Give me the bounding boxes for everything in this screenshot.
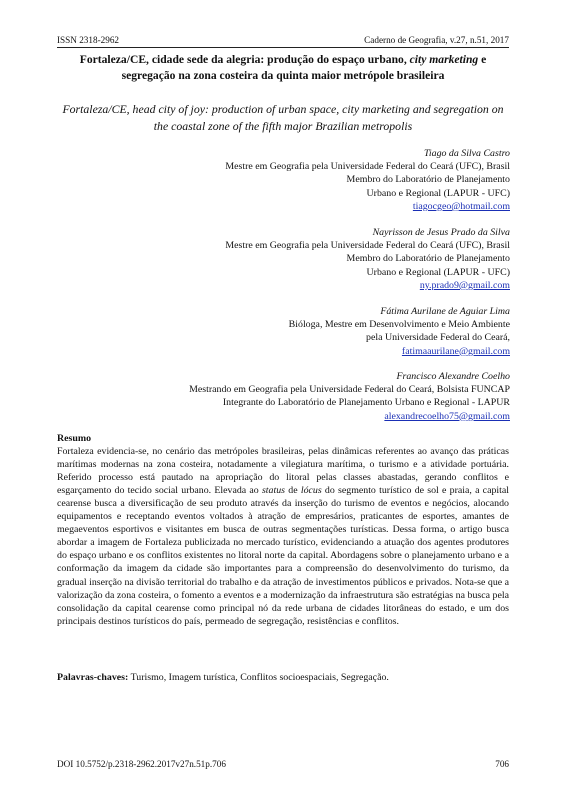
- journal-citation: Caderno de Geografia, v.27, n.51, 2017: [364, 35, 509, 45]
- author-block: [289, 305, 510, 358]
- title-portuguese: Fortaleza/CE, cidade sede da alegria: produção do espaço urbano, city marketing e segregação na zona costeira da quinta maior metrópole brasileira: [79, 53, 487, 82]
- author-affiliation: Urbano e Regional (LAPUR - UFC): [366, 187, 510, 199]
- author-name: Tiago da Silva Castro: [423, 148, 510, 159]
- keywords-text: Turismo, Imagem turística, Conflitos socioespaciais, Segregação.: [128, 672, 389, 683]
- author-affiliation: pela Universidade Federal do Ceará,: [366, 332, 510, 344]
- author-block: [225, 147, 510, 213]
- running-header: [57, 35, 509, 45]
- page-number: 706: [495, 759, 509, 769]
- author-affiliation: Mestre em Geografia pela Universidade Federal do Ceará (UFC), Brasil: [225, 161, 510, 173]
- author-affiliation: Mestrando em Geografia pela Universidade Federal do Ceará, Bolsista FUNCAP: [189, 384, 510, 396]
- keywords: [57, 672, 509, 683]
- author-block: [225, 226, 510, 292]
- abstract-section: [57, 432, 509, 628]
- author-email-link[interactable]: alexandrecoelho75@gmail.com: [384, 410, 510, 422]
- abstract-heading: Resumo: [57, 433, 92, 444]
- author-name: Fátima Aurilane de Aguiar Lima: [380, 306, 510, 317]
- doi: DOI 10.5752/p.2318-2962.2017v27n.51p.706: [57, 759, 226, 769]
- issn: ISSN 2318-2962: [57, 35, 120, 45]
- author-affiliation: Integrante do Laboratório de Planejamento Urbano e Regional - LAPUR: [222, 397, 510, 409]
- keywords-label: Palavras-chaves:: [57, 672, 129, 683]
- author-affiliation: Mestre em Geografia pela Universidade Federal do Ceará (UFC), Brasil: [225, 240, 510, 252]
- author-affiliation: Membro do Laboratório de Planejamento: [346, 174, 510, 186]
- author-email-link[interactable]: fatimaaurilane@gmail.com: [401, 345, 510, 357]
- header-rule: [57, 47, 509, 48]
- author-block: [189, 370, 510, 423]
- abstract-text: Fortaleza evidencia-se, no cenário das metrópoles brasileiras, pelas dinâmicas referentes ao avanço das práticas marítimas modernas na zona costeira, notadamente a vilegiatura marítima, o turismo e a atividade portuária. Referido processo está pautado na apropriação do litoral pelas classes abastadas, gerando conflitos e esgarçamento do tecido social urbano. Elevada ao status de lócus do segmento turístico de sol e praia, a capital cearense busca a diversificação de seu produto através da inserção do turismo de eventos e negócios, alocando equipamentos e receptando eventos voltados à atração de empresários, praticantes de esportes, amantes de megaeventos esportivos e visitantes em busca de outras segmentações turísticas. Dessa forma, o artigo busca abordar a imagem de Fortaleza publicizada no mercado turístico, evidenciando a atuação dos agentes produtores do espaço urbano e os conflitos existentes no litoral norte da capital. Abordagens sobre o planejamento urbano e a conformação da imagem da cidade são importantes para a compreensão do desenvolvimento do turismo, da gradual inserção na divisão territorial do trabalho e da atração de investimentos públicos e privados. Nota-se que a valorização da zona costeira, o fomento a eventos e a modernização da infraestrutura são estratégias na busca pela consolidação da capital cearense como principal nó da rede urbana de cidades litorâneas do estado, e um dos principais destinos turísticos do país, permeado de segregação, resistências e conflitos.: [57, 446, 509, 627]
- author-affiliation: Bióloga, Mestre em Desenvolvimento e Meio Ambiente: [288, 319, 510, 331]
- author-affiliation: Membro do Laboratório de Planejamento: [346, 253, 510, 265]
- author-email-link[interactable]: tiagocgeo@hotmail.com: [412, 200, 510, 212]
- author-name: Francisco Alexandre Coelho: [396, 371, 510, 382]
- author-name: Nayrisson de Jesus Prado da Silva: [372, 227, 510, 238]
- title-english: Fortaleza/CE, head city of joy: production of urban space, city marketing and segregation on the coastal zone of the fifth major Brazilian metropolis: [62, 102, 504, 133]
- author-email-link[interactable]: ny.prado9@gmail.com: [419, 279, 510, 291]
- page-footer: [57, 759, 509, 769]
- author-affiliation: Urbano e Regional (LAPUR - UFC): [366, 266, 510, 278]
